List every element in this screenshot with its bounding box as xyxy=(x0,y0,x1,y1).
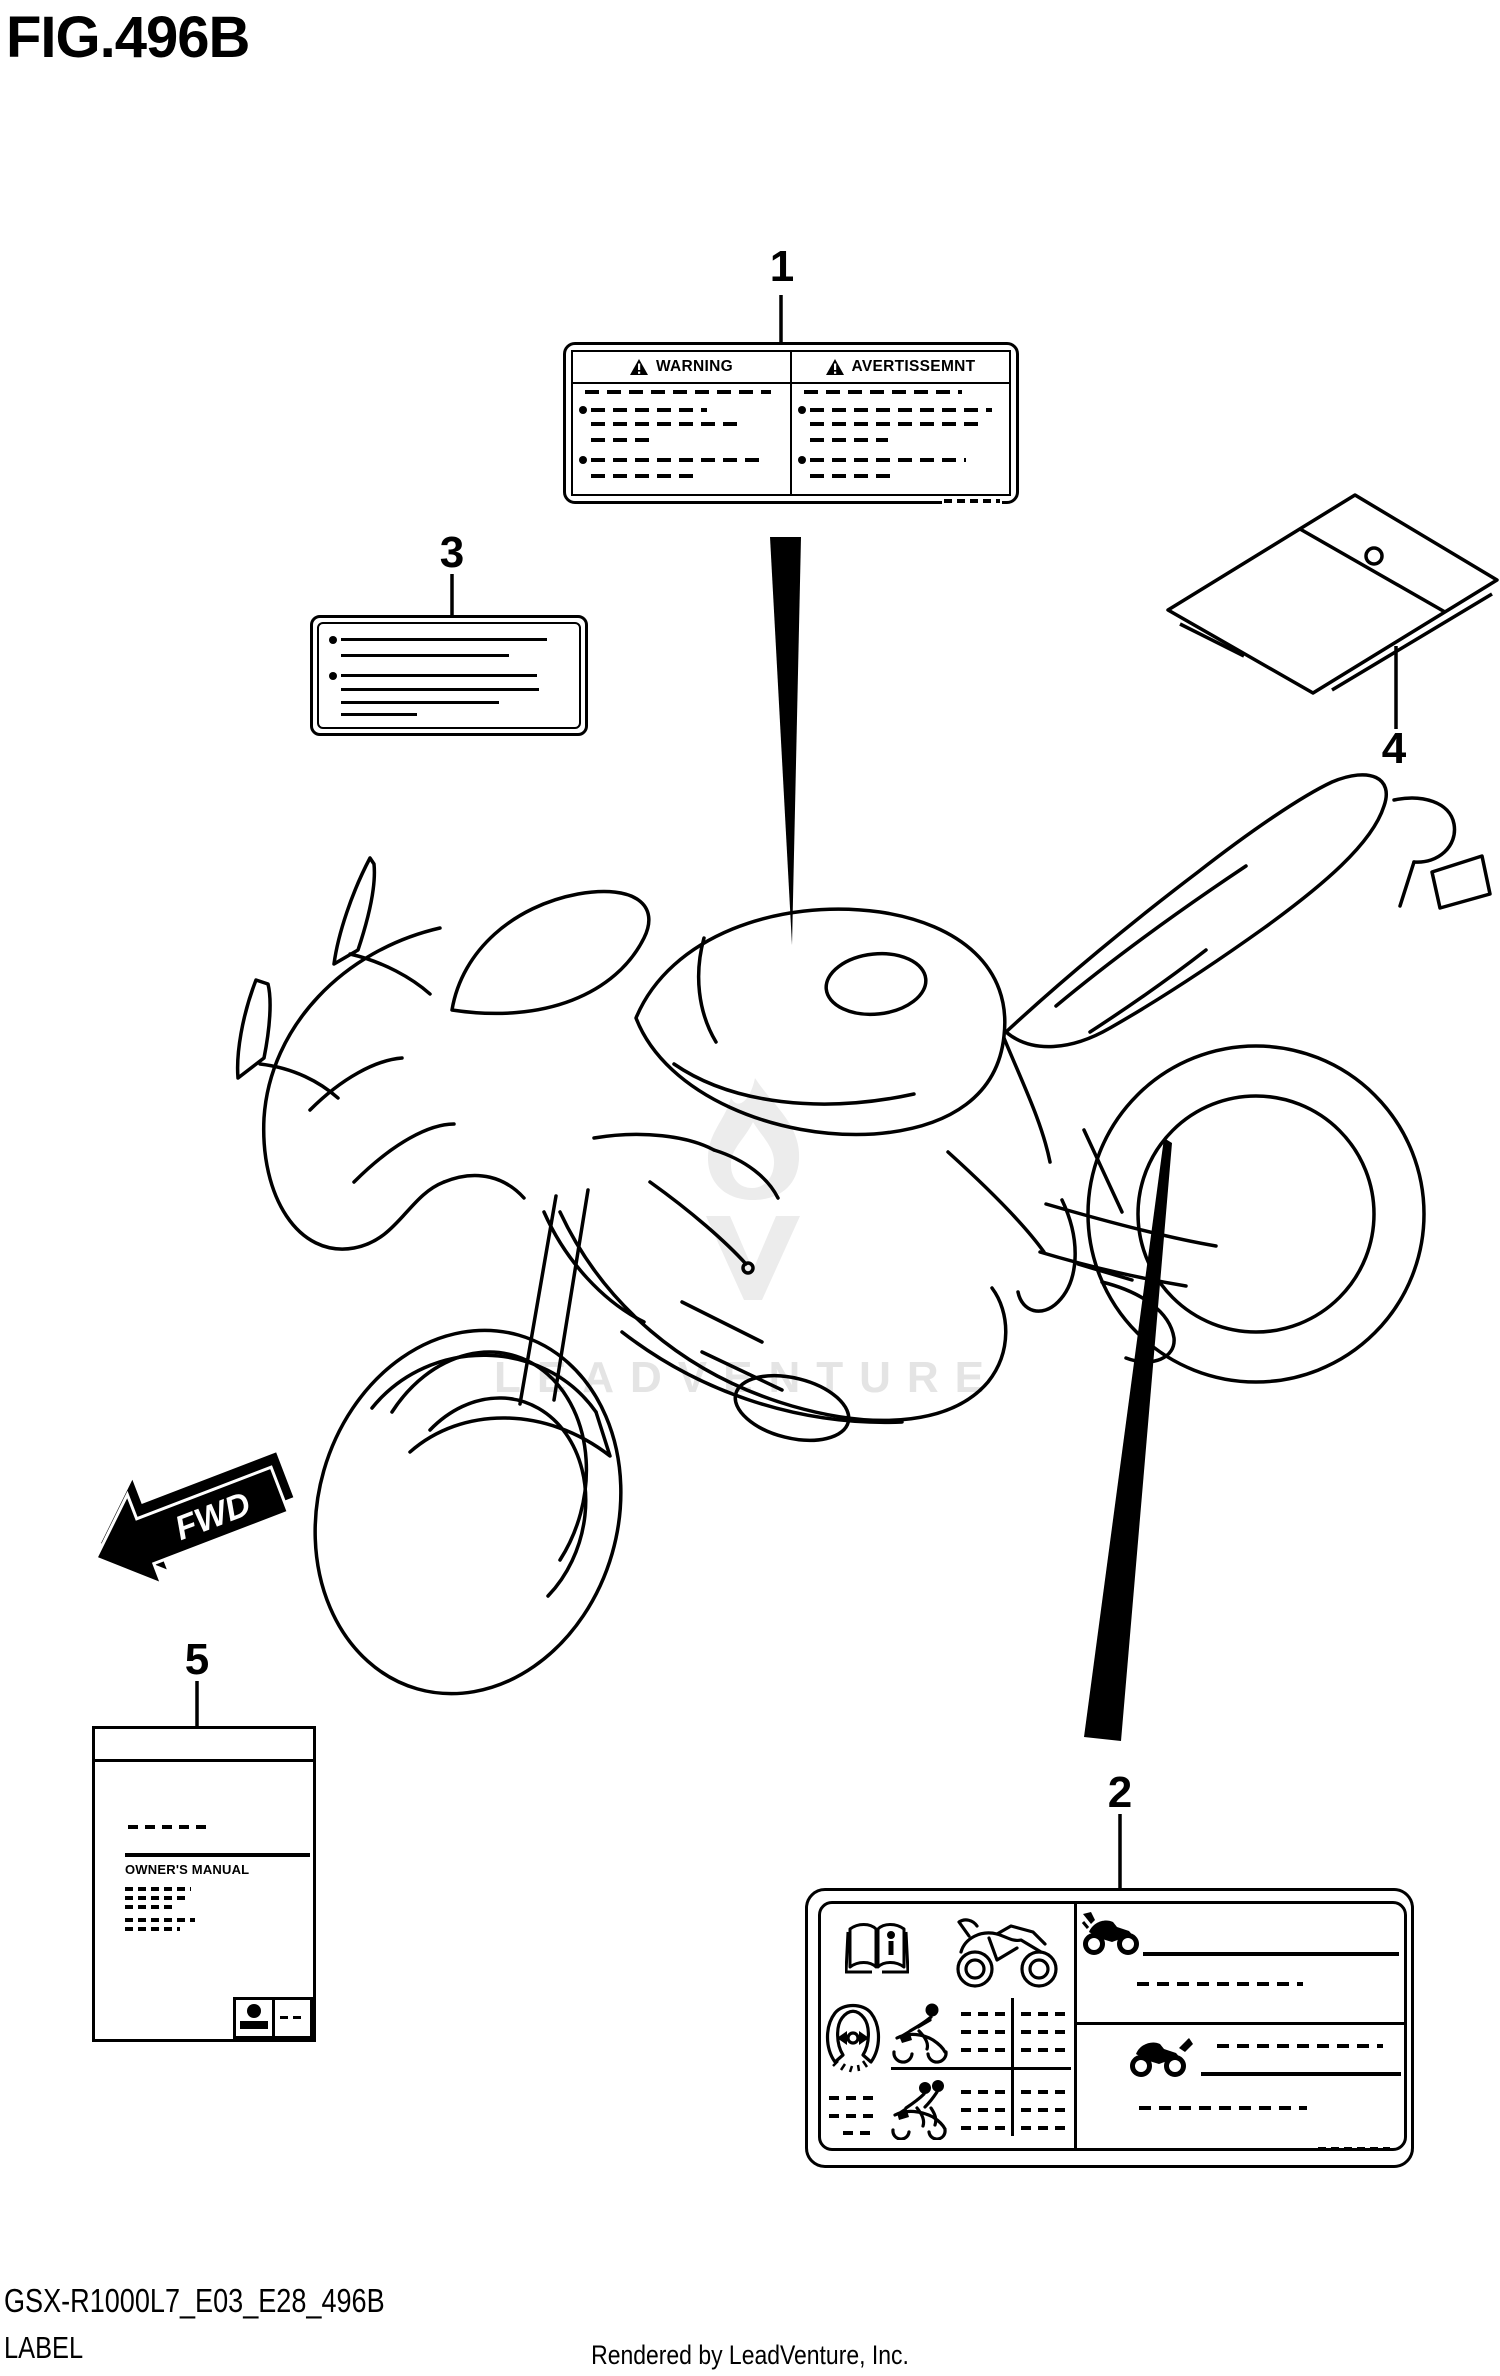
redacted-text-line xyxy=(829,2096,875,2100)
warning-column-french xyxy=(790,352,1009,494)
redacted-text-line xyxy=(591,438,651,442)
rider-on-motorcycle-icon xyxy=(891,2000,955,2064)
redacted-text-line xyxy=(1021,2090,1065,2094)
figure-title: FIG.496B xyxy=(6,5,250,70)
redacted-text-line xyxy=(1021,2108,1065,2112)
redacted-text-line xyxy=(128,1825,210,1829)
suzuki-logo-icon xyxy=(236,2000,272,2036)
code-box xyxy=(272,1997,313,2039)
redacted-text-line xyxy=(591,422,743,426)
redacted-text-line xyxy=(341,701,499,704)
grid-line xyxy=(891,2067,1071,2070)
redacted-text-line xyxy=(125,1918,195,1922)
divider-line xyxy=(125,1853,310,1857)
pointer-wedge-2 xyxy=(1084,1138,1172,1741)
redacted-text-line xyxy=(1137,1982,1303,1986)
callout-number-1: 1 xyxy=(769,242,795,291)
callout-number-3: 3 xyxy=(439,528,465,577)
redacted-text-line xyxy=(804,390,962,394)
bullet-point xyxy=(329,672,337,680)
callout-number-5: 5 xyxy=(184,1635,210,1684)
redacted-text-line xyxy=(341,638,547,641)
bullet-point xyxy=(798,456,806,464)
warning-label-inner xyxy=(571,350,1011,496)
watermark-text: LEADVENTURE xyxy=(494,1353,1001,1402)
caution-label xyxy=(310,615,588,736)
divider-line xyxy=(1074,1904,1077,2148)
fwd-arrow-text: FWD xyxy=(169,1484,256,1548)
redacted-text-line xyxy=(1217,2044,1383,2048)
open-book-info-icon xyxy=(845,1920,909,1978)
motorcycle-illustration xyxy=(238,775,1490,1730)
tire-cross-section-icon xyxy=(821,2000,885,2082)
redacted-text-line xyxy=(591,458,759,462)
callout-number-4: 4 xyxy=(1381,724,1407,773)
redacted-text-line xyxy=(341,688,539,691)
callout-number-2: 2 xyxy=(1107,1768,1133,1817)
divider-line xyxy=(1074,2022,1404,2025)
owners-manual-title: OWNER'S MANUAL xyxy=(125,1862,250,1877)
redacted-text-line xyxy=(961,2030,1005,2034)
redacted-text-line xyxy=(961,2090,1005,2094)
redacted-text-line xyxy=(810,408,992,412)
redacted-text-line xyxy=(125,1905,177,1909)
redacted-text-line xyxy=(961,2126,1005,2130)
caution-label-inner xyxy=(317,622,581,729)
label-edge-marks xyxy=(942,497,1002,506)
owners-manual-header-band xyxy=(95,1729,313,1762)
redacted-text-line xyxy=(810,422,986,426)
tire-information-label xyxy=(805,1888,1414,2168)
warning-triangle-icon xyxy=(826,359,844,375)
redacted-text-line xyxy=(125,1887,191,1891)
warning-column-english xyxy=(573,352,790,494)
redacted-text-line xyxy=(961,2012,1005,2016)
redacted-text-line xyxy=(1021,2126,1065,2130)
ruled-line xyxy=(1143,1952,1399,1956)
warning-header-text: AVERTISSEMNT xyxy=(851,358,976,375)
warning-header-french xyxy=(792,352,1009,384)
rider-with-passenger-icon xyxy=(891,2080,955,2140)
redacted-text-line xyxy=(843,2131,871,2135)
warning-header-english xyxy=(573,352,790,384)
bullet-point xyxy=(579,456,587,464)
warning-body-english xyxy=(573,384,790,494)
brand-logo-box xyxy=(233,1997,275,2039)
owners-manual xyxy=(92,1726,316,2042)
motorcycle-outline-icon xyxy=(949,1908,1065,1992)
render-credit: Rendered by LeadVenture, Inc. xyxy=(591,2340,909,2370)
motorcycle-silhouette-rear-icon xyxy=(1127,2032,1197,2078)
redacted-text-line xyxy=(125,1896,187,1900)
label-edge-marks xyxy=(1318,2147,1390,2151)
pointer-wedge-1 xyxy=(770,537,801,945)
fwd-arrow-icon xyxy=(74,1428,305,1603)
redacted-text-line xyxy=(961,2048,1005,2052)
bullet-point xyxy=(579,406,587,414)
redacted-text-line xyxy=(961,2108,1005,2112)
redacted-text-line xyxy=(1021,2012,1065,2016)
redacted-text-line xyxy=(1139,2106,1307,2110)
redacted-text-line xyxy=(341,654,509,657)
redacted-text-line xyxy=(585,390,771,394)
diagram-name: LABEL xyxy=(4,2330,84,2365)
bullet-point xyxy=(329,636,337,644)
redacted-text-line xyxy=(125,1927,180,1931)
redacted-text-line xyxy=(829,2114,875,2118)
diagram-code: GSX-R1000L7_E03_E28_496B xyxy=(4,2282,385,2319)
redacted-text-line xyxy=(591,474,695,478)
redacted-text-line xyxy=(810,458,966,462)
redacted-text-line xyxy=(810,438,888,442)
callout-leader-lines xyxy=(197,295,1396,1889)
redacted-text-line xyxy=(341,674,537,677)
redacted-text-line xyxy=(1021,2048,1065,2052)
ruled-line xyxy=(1201,2072,1401,2076)
redacted-text-line xyxy=(810,474,896,478)
warning-body-french xyxy=(792,384,1009,494)
redacted-text-line xyxy=(341,713,417,716)
tire-label-inner xyxy=(818,1901,1407,2151)
bullet-point xyxy=(798,406,806,414)
redacted-text-line xyxy=(591,408,707,412)
redacted-text-line xyxy=(1021,2030,1065,2034)
warning-header-text: WARNING xyxy=(655,358,733,375)
motorcycle-silhouette-front-icon xyxy=(1081,1910,1143,1956)
document-pouch-icon xyxy=(1168,495,1497,693)
warning-label xyxy=(563,342,1019,504)
warning-triangle-icon xyxy=(630,359,648,375)
redacted-text-line xyxy=(280,2016,304,2019)
